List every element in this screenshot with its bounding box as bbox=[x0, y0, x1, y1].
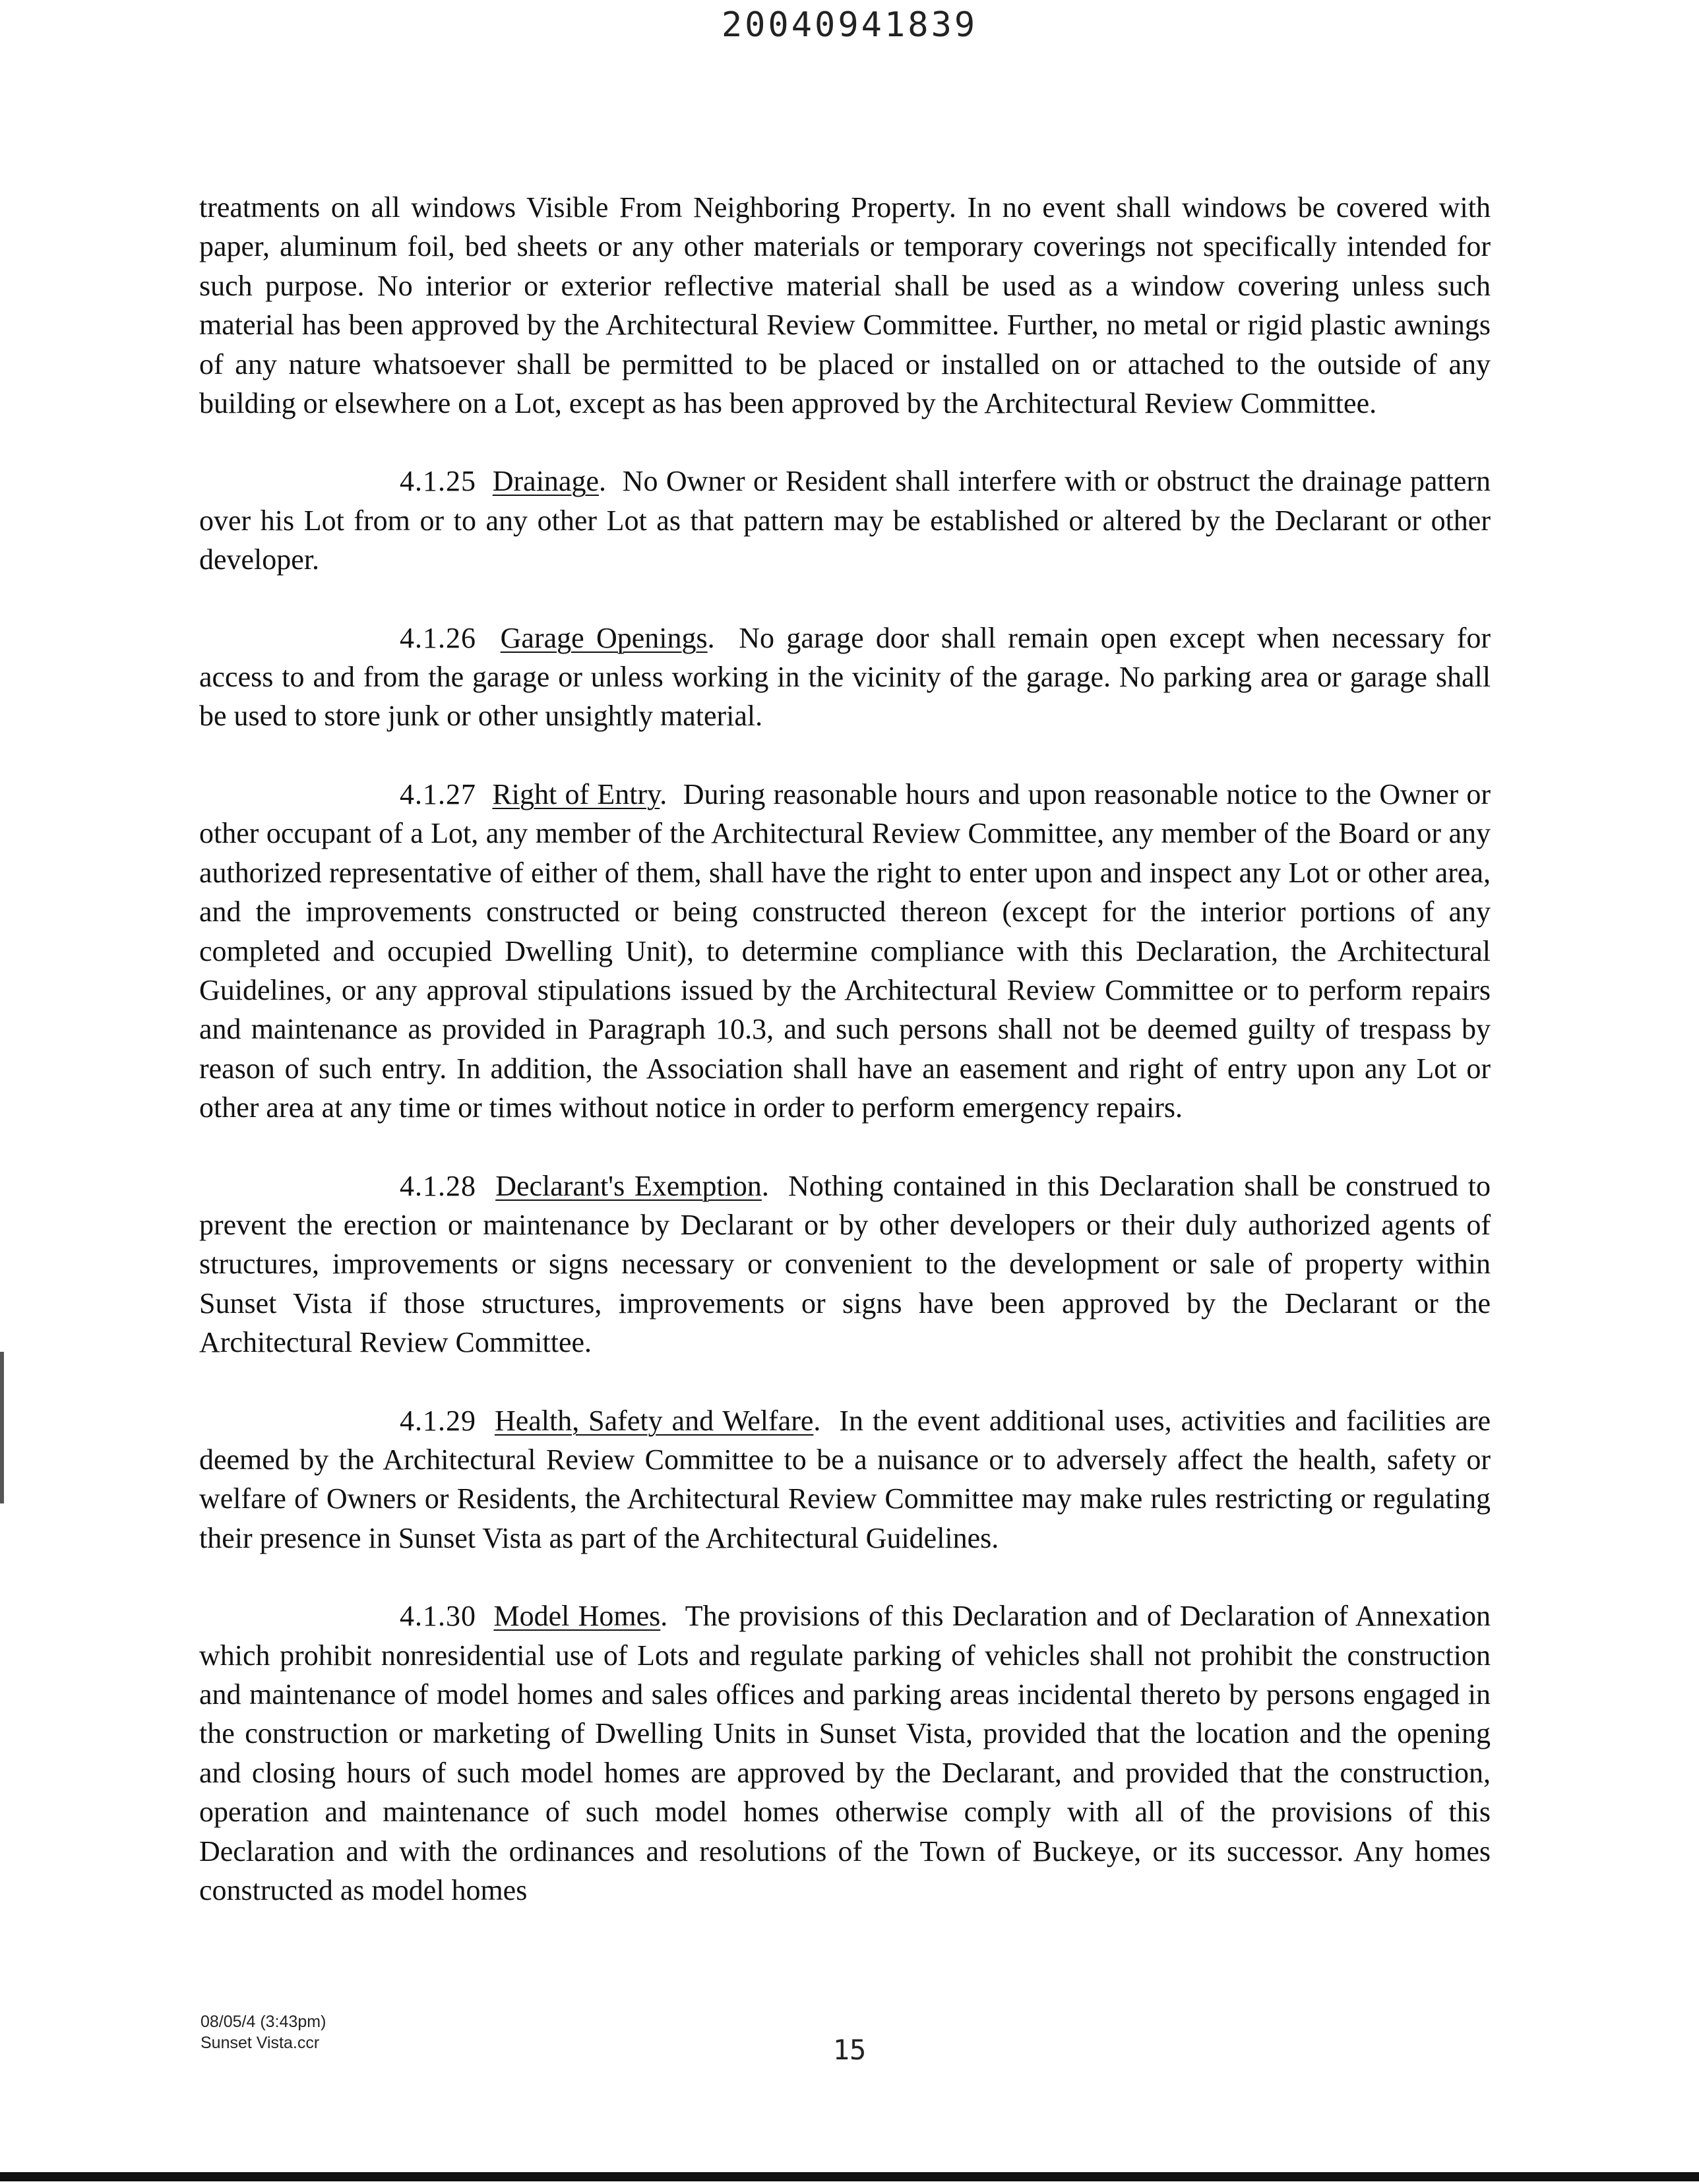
section-title: Model Homes bbox=[493, 1600, 661, 1633]
section-title: Garage Openings bbox=[500, 621, 708, 654]
section-4-1-27: 4.1.27 Right of Entry. During reasonable hours and upon reasonable notice to the Owner or other occupant of a Lot, any member of the Architectural Review Committee, any member of the Board or any authorized representative of either of them, shall have the right to enter upon and inspect any Lot or other area, and the improvements constructed or being constructed thereon (except for the interior portions of any completed and occupied Dwelling Unit), to determine compliance with this Declaration, the Architectural Guidelines, or any approval stipulations issued by the Architectural Review Committee or to perform repairs and maintenance as provided in Paragraph 10.3, and such persons shall not be deemed guilty of trespass by reason of such entry. In addition, the Association shall have an easement and right of entry upon any Lot or other area at any time or times without notice in order to perform emergency repairs. bbox=[199, 777, 1491, 1124]
section-text: During reasonable hours and upon reasonable notice to the Owner or other occupant of a Lot, any member of the Architectural Review Committee, any member of the Board or any authorized representative of either of them, shall have the right to enter upon and inspect any Lot or other area, and the improvements constructed or being constructed thereon (except for the interior portions of any completed and occupied Dwelling Unit), to determine compliance with this Declaration, the Architectural Guidelines, or any approval stipulations issued by the Architectural Review Committee or to perform repairs and maintenance as provided in Paragraph 10.3, and such persons shall not be deemed guilty of trespass by reason of such entry. In addition, the Association shall have an easement and right of entry upon any Lot or other area at any time or times without notice in order to perform emergency repairs. bbox=[199, 777, 1491, 1124]
section-4-1-28: 4.1.28 Declarant's Exemption. Nothing contained in this Declaration shall be construed to prevent the erection or maintenance by Declarant or by other developers or their duly authorized agents of structures, improvements or signs necessary or convenient to the development or sale of property within Sunset Vista if those structures, improvements or signs have been approved by the Declarant or the Architectural Review Committee. bbox=[199, 1169, 1491, 1359]
section-text: The provisions of this Declaration and of Declaration of Annexation which prohibit nonresidential use of Lots and regulate parking of vehicles shall not prohibit the construction and maintenance of model homes and sales offices and parking areas incidental thereto by persons engaged in the construction or marketing of Dwelling Units in Sunset Vista, provided that the location and the opening and closing hours of such model homes are approved by the Declarant, and provided that the construction, operation and maintenance of such model homes otherwise comply with all of the provisions of this Declaration and with the ordinances and resolutions of the Town of Buckeye, or its successor. Any homes constructed as model homes bbox=[199, 1600, 1491, 1907]
section-4-1-29: 4.1.29 Health, Safety and Welfare. In the event additional uses, activities and facilities are deemed by the Architectural Review Committee to be a nuisance or to adversely affect the health, safety or welfare of Owners or Residents, the Architectural Review Committee may make rules restricting or regulating their presence in Sunset Vista as part of the Architectural Guidelines. bbox=[199, 1404, 1491, 1554]
section-4-1-25: 4.1.25 Drainage. No Owner or Resident shall interfere with or obstruct the drainage pattern over his Lot from or to any other Lot as that pattern may be established or altered by the Declarant or other developer. bbox=[199, 465, 1491, 576]
section-title: Declarant's Exemption bbox=[495, 1169, 762, 1202]
section-title: Drainage bbox=[492, 465, 599, 498]
section-text: Nothing contained in this Declaration shall be construed to prevent the erection or maintenance by Declarant or by other developers or their duly authorized agents of structures, improvements or signs necessary or convenient to the development or sale of property within Sunset Vista if those structures, improvements or signs have been approved by the Declarant or the Architectural Review Committee. bbox=[199, 1169, 1491, 1359]
footer-date: 08/05/4 (3:43pm) bbox=[201, 2013, 326, 2031]
section-number: 4.1.30 bbox=[400, 1600, 476, 1633]
section-number: 4.1.25 bbox=[400, 465, 476, 498]
section-number: 4.1.27 bbox=[400, 777, 476, 810]
intro-paragraph: treatments on all windows Visible From Neighboring Property. In no event shall windows be covered with paper, aluminum foil, bed sheets or any other materials or temporary coverings not specifically intended for such purpose. No interior or exterior reflective material shall be used as a window covering unless such material has been approved by the Architectural Review Committee. Further, no metal or rigid plastic awnings of any nature whatsoever shall be permitted to be placed or installed on or attached to the outside of any building or elsewhere on a Lot, except as has been approved by the Architectural Review Committee. bbox=[199, 191, 1491, 420]
document-body bbox=[199, 188, 1491, 1949]
scan-edge-mark bbox=[0, 1352, 4, 1503]
bottom-border-rule bbox=[0, 2172, 1699, 2181]
section-text: No garage door shall remain open except when necessary for access to and from the garage or unless working in the vicinity of the garage. No parking area or garage shall be used to store junk or other unsightly material. bbox=[199, 621, 1491, 733]
section-4-1-26: 4.1.26 Garage Openings. No garage door shall remain open except when necessary for access to and from the garage or unless working in the vicinity of the garage. No parking area or garage shall be used to store junk or other unsightly material. bbox=[199, 621, 1491, 733]
recording-number: 20040941839 bbox=[721, 5, 978, 45]
footer-filename: Sunset Vista.ccr bbox=[201, 2034, 320, 2052]
section-number: 4.1.29 bbox=[400, 1404, 476, 1437]
section-text: In the event additional uses, activities and facilities are deemed by the Architectural Review Committee to be a nuisance or to adversely affect the health, safety or welfare of Owners or Residents, the Architectural Review Committee may make rules restricting or regulating their presence in Sunset Vista as part of the Architectural Guidelines. bbox=[199, 1404, 1491, 1554]
section-number: 4.1.28 bbox=[400, 1169, 476, 1202]
section-title: Health, Safety and Welfare bbox=[494, 1404, 814, 1437]
section-text: No Owner or Resident shall interfere with or obstruct the drainage pattern over his Lot from or to any other Lot as that pattern may be established or altered by the Declarant or other developer. bbox=[199, 465, 1491, 576]
section-number: 4.1.26 bbox=[400, 621, 476, 654]
page-number: 15 bbox=[832, 2034, 867, 2066]
section-4-1-30: 4.1.30 Model Homes. The provisions of this Declaration and of Declaration of Annexation which prohibit nonresidential use of Lots and regulate parking of vehicles shall not prohibit the construction and maintenance of model homes and sales offices and parking areas incidental thereto by persons engaged in the construction or marketing of Dwelling Units in Sunset Vista, provided that the location and the opening and closing hours of such model homes are approved by the Declarant, and provided that the construction, operation and maintenance of such model homes otherwise comply with all of the provisions of this Declaration and with the ordinances and resolutions of the Town of Buckeye, or its successor. Any homes constructed as model homes bbox=[199, 1600, 1491, 1907]
section-title: Right of Entry bbox=[492, 777, 660, 810]
